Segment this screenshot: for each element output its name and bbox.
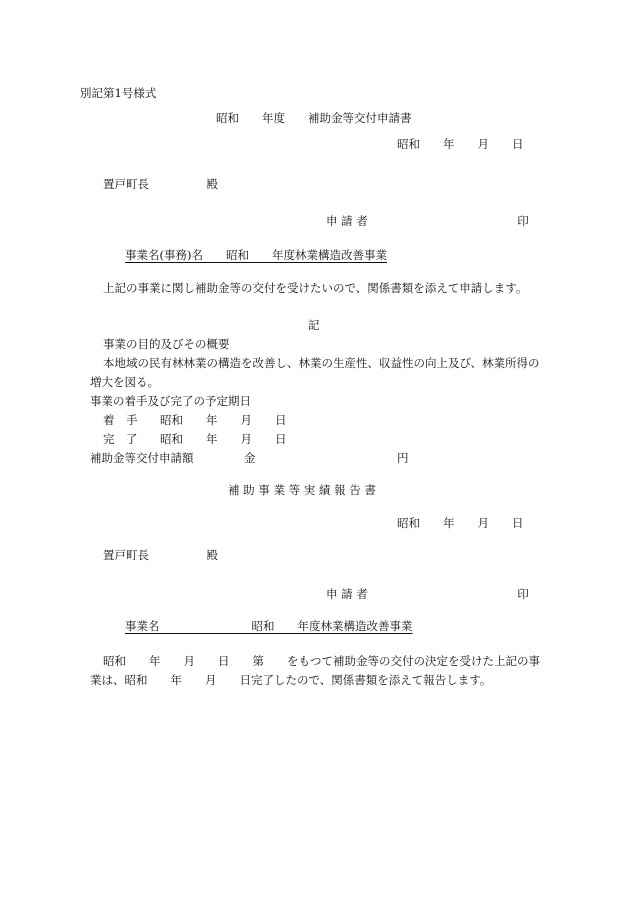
- application-applicant: 申 請 者 印: [326, 214, 529, 228]
- report-project-name: 事業名 昭和 年度林業構造改善事業: [125, 619, 413, 633]
- schedule-heading: 事業の着手及び完了の予定期日: [90, 394, 251, 408]
- amount-kin: 金: [244, 451, 256, 465]
- report-body-line-1: 昭和 年 月 日 第 をもつて補助金等の交付の決定を受けた上記の事: [103, 654, 540, 668]
- application-title: 昭和 年度 補助金等交付申請書: [216, 111, 412, 125]
- purpose-line-2: 増大を図る。: [90, 375, 159, 389]
- application-body-text: 上記の事業に関し補助金等の交付を受けたいので、関係書類を添えて申請します。: [103, 281, 528, 295]
- form-number-label: 別記第1号様式: [80, 86, 157, 100]
- start-label: 着 手: [103, 413, 138, 427]
- amount-label: 補助金等交付申請額: [90, 451, 194, 465]
- purpose-heading: 事業の目的及びその概要: [103, 337, 230, 351]
- end-label: 完 了: [103, 432, 138, 446]
- purpose-line-1: 本地域の民有林林業の構造を改善し、林業の生産性、収益性の向上及び、林業所得の: [103, 356, 540, 370]
- report-applicant: 申 請 者 印: [326, 587, 529, 601]
- report-title: 補 助 事 業 等 実 績 報 告 書: [228, 483, 376, 497]
- ki-heading: 記: [308, 318, 320, 332]
- report-date: 昭和 年 月 日: [397, 516, 524, 530]
- application-project-name: 事業名(事務)名 昭和 年度林業構造改善事業: [125, 248, 387, 262]
- report-body-line-2: 業は、昭和 年 月 日完了したので、関係書類を添えて報告します。: [90, 673, 492, 687]
- end-date: 昭和 年 月 日: [160, 432, 287, 446]
- application-date: 昭和 年 月 日: [397, 137, 524, 151]
- start-date: 昭和 年 月 日: [160, 413, 287, 427]
- report-addressee: 置戸町長 殿: [103, 548, 218, 562]
- amount-yen: 円: [397, 451, 409, 465]
- application-addressee: 置戸町長 殿: [103, 177, 218, 191]
